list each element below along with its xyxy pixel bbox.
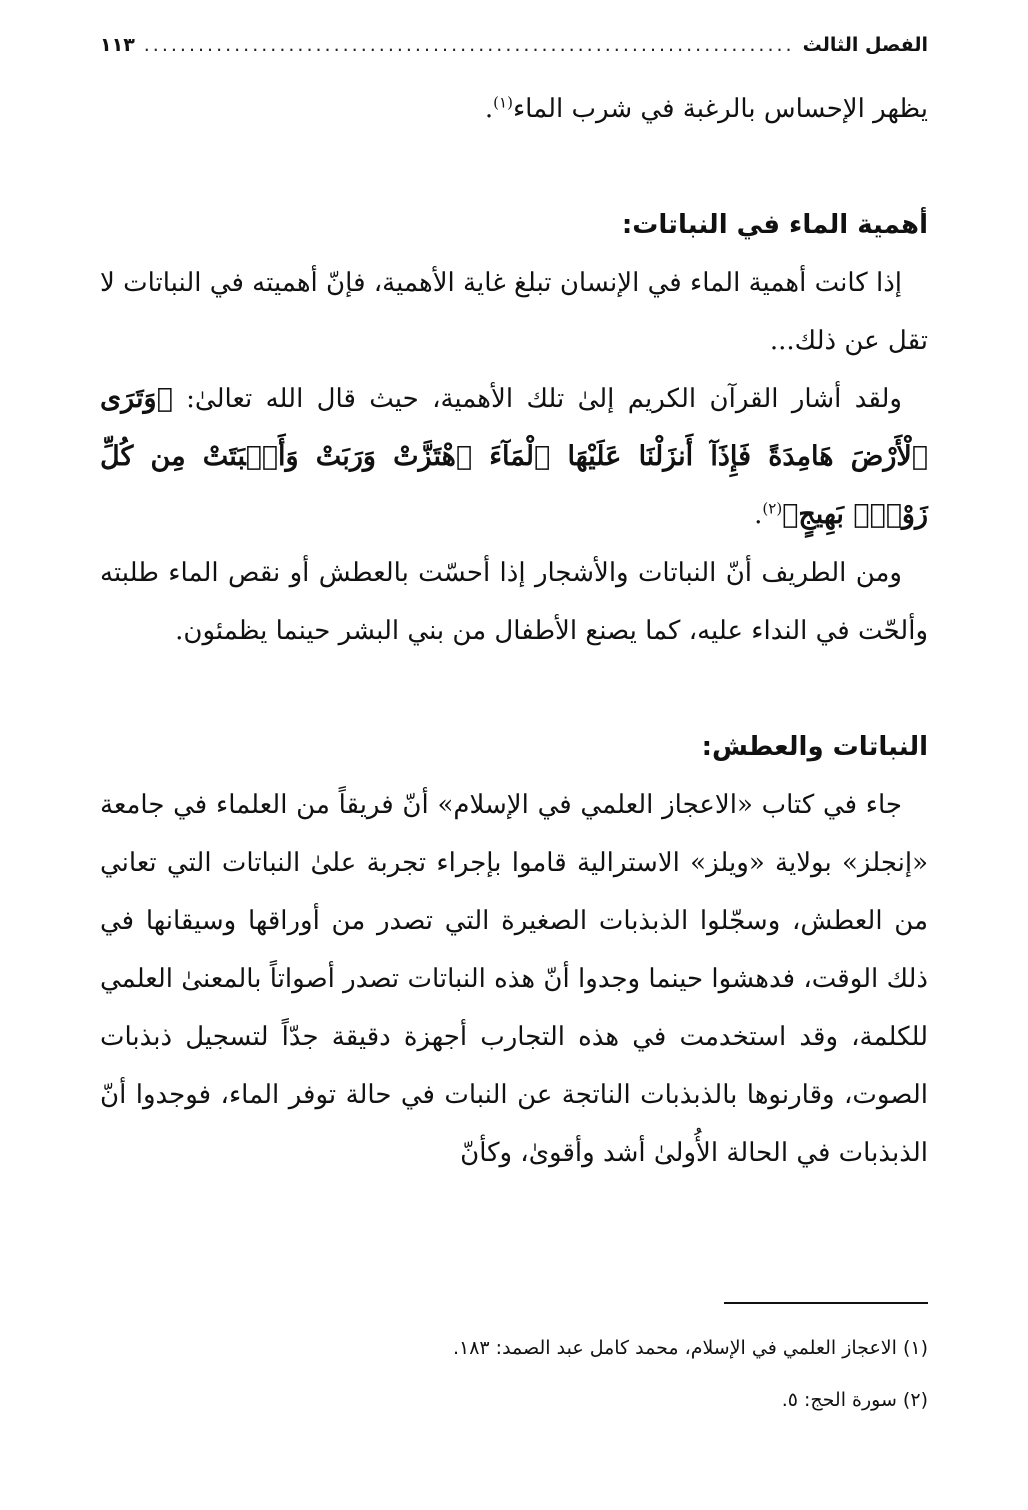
quran-verse: ﴿وَتَرَى ٱلْأَرْضَ هَامِدَةً فَإِذَآ أَنزَلْنَا عَلَيْهَا ٱلْمَآءَ ٱهْتَزَّتْ وَرَبَتْ وَأَنۢبَتَتْ مِن كُلِّ زَوْجٍۭ بَهِيجٍ﴾ xyxy=(100,383,928,530)
intro-text: يظهر الإحساس بالرغبة في شرب الماء xyxy=(512,94,928,124)
quran-end: . xyxy=(754,500,763,530)
running-header xyxy=(100,34,928,82)
section-heading-water-in-plants: أهمية الماء في النباتات: xyxy=(621,210,928,240)
footnote-mark-1[interactable]: (١) xyxy=(493,93,513,112)
section-heading-plants-and-thirst: النباتات والعطش: xyxy=(701,732,928,762)
intro-end: . xyxy=(484,94,494,124)
footnote-mark-2[interactable]: (٢) xyxy=(762,499,783,518)
footnote-2: (٢) سورة الحج: ٥. xyxy=(781,1389,928,1411)
paragraph-water-importance: إذا كانت أهمية الماء في الإنسان تبلغ غاية الأهمية، فإنّ أهميته في النباتات لا تقل عن ذلك... xyxy=(100,268,928,356)
paragraph-plants-thirst-call: ومن الطريف أنّ النباتات والأشجار إذا أحسّت بالعطش أو نقص الماء طلبته وألحّت في النداء عليه، كما يصنع الأطفال من بني البشر حينما يظمئون. xyxy=(100,558,928,646)
intro-paragraph xyxy=(100,80,928,138)
chapter-title: الفصل الثالث xyxy=(802,34,928,56)
paragraph-quran-reference xyxy=(100,370,928,544)
page-number: ١١٣ xyxy=(100,34,135,56)
quran-lead-text: ولقد أشار القرآن الكريم إلىٰ تلك الأهمية، حيث قال الله تعالىٰ: xyxy=(172,384,902,414)
paragraph-scientific-study: جاء في كتاب «الاعجاز العلمي في الإسلام» أنّ فريقاً من العلماء في جامعة «إنجلز» بولاية «ويلز» الاسترالية قاموا بإجراء تجربة علىٰ النباتات التي تعاني من العطش، وسجّلوا الذبذبات الصغيرة التي تصدر من أوراقها وسيقانها في ذلك الوقت، فدهشوا حينما وجدوا أنّ هذه النباتات تصدر أصواتاً بالمعنىٰ العلمي للكلمة، وقد استخدمت في هذه التجارب أجهزة دقيقة جدّاً لتسجيل ذبذبات الصوت، وقارنوها بالذبذبات الناتجة عن النبات في حالة توفر الماء، فوجدوا أنّ الذبذبات في الحالة الأُولىٰ أشد وأقوىٰ، وكأنّ xyxy=(100,790,928,1168)
footnote-separator xyxy=(724,1302,928,1304)
section-gap xyxy=(100,138,928,196)
section-gap xyxy=(100,660,928,718)
leader-dots xyxy=(143,34,795,56)
footnote-1: (١) الاعجاز العلمي في الإسلام، محمد كامل عبد الصمد: ١٨٣. xyxy=(452,1337,928,1359)
footnotes xyxy=(100,1322,928,1426)
